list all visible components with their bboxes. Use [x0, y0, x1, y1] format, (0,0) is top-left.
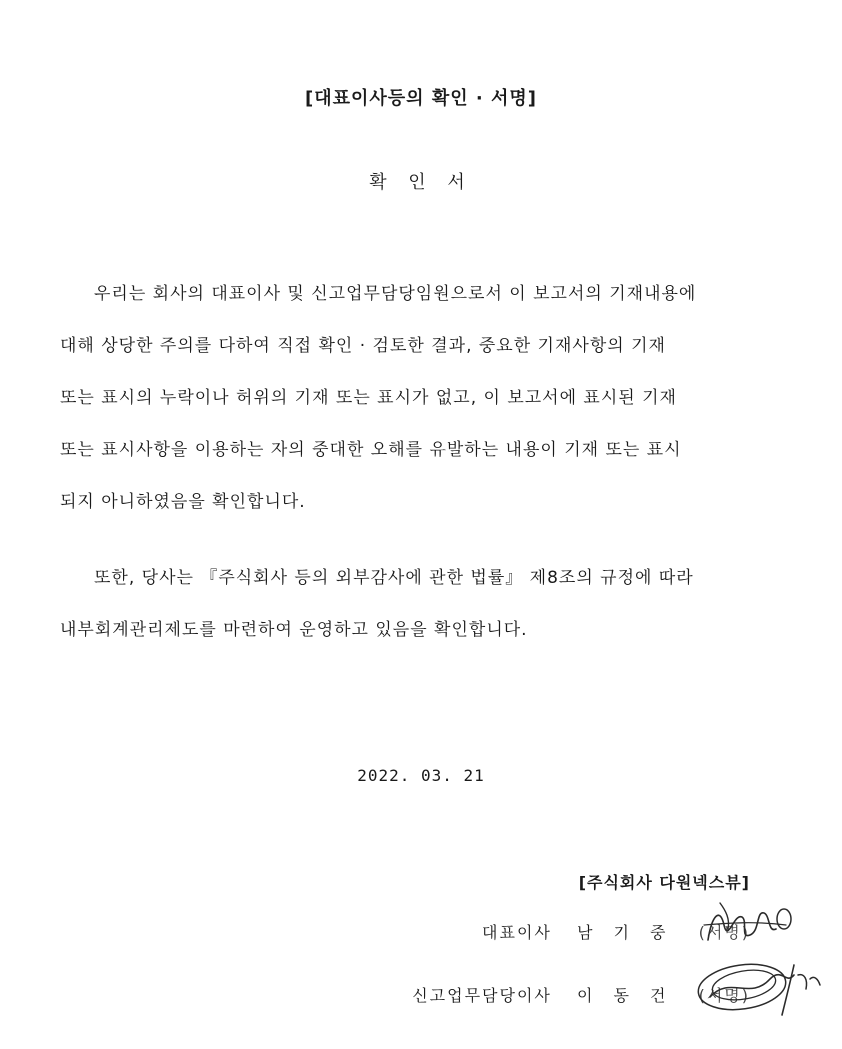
paragraph-line: 대해 상당한 주의를 다하여 직접 확인 · 검토한 결과, 중요한 기재사항의 기재 — [60, 336, 666, 356]
document-heading: [대표이사등의 확인 · 서명] — [305, 88, 537, 109]
signatory-ceo — [482, 920, 750, 943]
signatory-reporting-director — [412, 983, 750, 1006]
document-subtitle: 확 인 서 — [369, 172, 473, 193]
signature-mark: (서명) — [698, 923, 750, 942]
paragraph-line: 내부회계관리제도를 마련하여 운영하고 있음을 확인합니다. — [60, 620, 528, 640]
paragraph-line: 또한, 당사는 『주식회사 등의 외부감사에 관한 법률』 제8조의 규정에 따라 — [94, 568, 694, 588]
signatory-role: 신고업무담당이사 — [412, 986, 552, 1005]
confirmation-paragraph — [60, 268, 760, 528]
signatory-name: 이 동 건 — [576, 986, 674, 1005]
signatory-name: 남 기 중 — [576, 923, 674, 942]
paragraph-line: 또는 표시의 누락이나 허위의 기재 또는 표시가 없고, 이 보고서에 표시된 기재 — [60, 388, 677, 408]
internal-control-paragraph — [60, 552, 760, 656]
signature-mark: (서명) — [698, 986, 750, 1005]
signatory-role: 대표이사 — [482, 923, 552, 942]
paragraph-line: 또는 표시사항을 이용하는 자의 중대한 오해를 유발하는 내용이 기재 또는 표시 — [60, 440, 682, 460]
document-date: 2022. 03. 21 — [357, 766, 485, 785]
paragraph-line: 되지 아니하였음을 확인합니다. — [60, 492, 306, 512]
paragraph-line: 우리는 회사의 대표이사 및 신고업무담당임원으로서 이 보고서의 기재내용에 — [94, 284, 697, 304]
company-name: [주식회사 다원넥스뷰] — [578, 873, 750, 892]
